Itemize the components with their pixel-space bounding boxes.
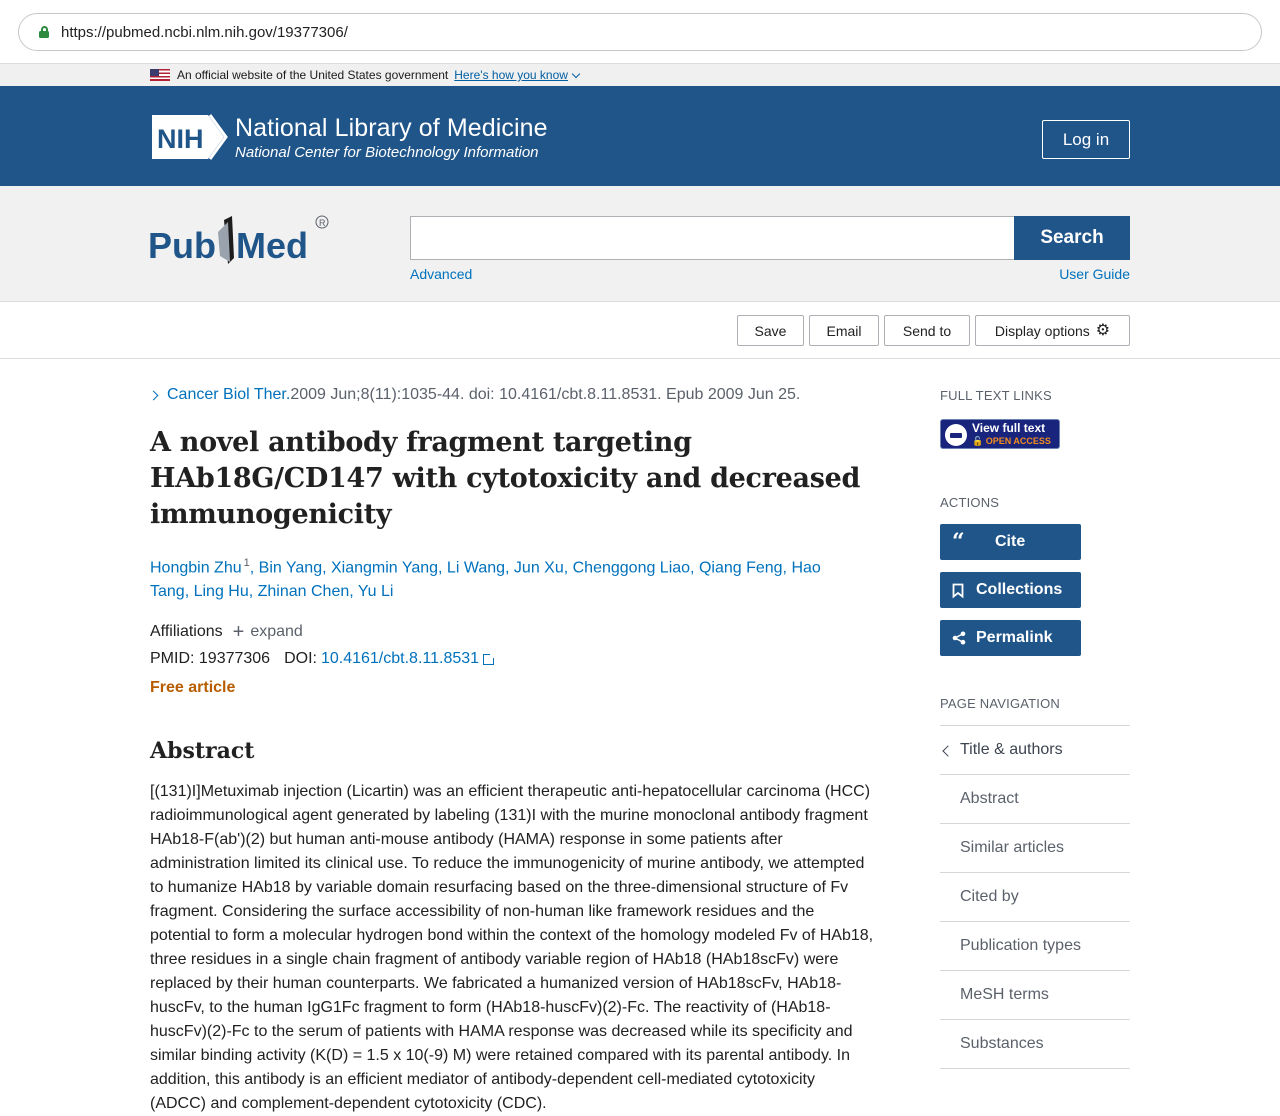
- bookmark-icon: [952, 583, 976, 598]
- address-bar[interactable]: [18, 13, 1262, 51]
- affiliation-superscript[interactable]: 1: [243, 557, 250, 569]
- url-text: https://pubmed.ncbi.nlm.nih.gov/19377306/: [61, 23, 348, 41]
- free-article-label: Free article: [150, 679, 236, 697]
- permalink-label: Permalink: [976, 629, 1053, 646]
- journal-name-link[interactable]: Cancer Biol Ther.: [167, 386, 291, 403]
- collections-label: Collections: [976, 581, 1063, 598]
- view-full-text-label: View full text: [972, 421, 1046, 435]
- login-button[interactable]: Log in: [1042, 120, 1130, 159]
- journal-citation: [150, 383, 880, 407]
- svg-text:R: R: [319, 218, 326, 228]
- nlm-title[interactable]: National Library of Medicine: [235, 114, 548, 142]
- page-navigation-heading: PAGE NAVIGATION: [940, 696, 1061, 711]
- nih-logo-text: NIH: [157, 124, 204, 154]
- quote-icon: “: [952, 529, 965, 555]
- affiliations-toggle[interactable]: [150, 620, 880, 644]
- display-options-label: Display options: [994, 322, 1090, 339]
- heres-how-you-know-link[interactable]: Here's how you know: [454, 68, 579, 82]
- display-options-button[interactable]: [975, 315, 1130, 346]
- publisher-logo-icon: [945, 424, 967, 446]
- pubmed-logo[interactable]: [148, 212, 338, 274]
- cite-label: Cite: [995, 533, 1026, 550]
- search-region: [0, 186, 1280, 302]
- author-links[interactable]: , Bin Yang, Xiangmin Yang, Li Wang, Jun Xu, Chenggong Liao, Qiang Feng, Hao Tang, Ling Hu, Zhinan Chen, Yu Li: [150, 559, 821, 601]
- article-main: [150, 383, 880, 1116]
- permalink-button[interactable]: [940, 620, 1081, 656]
- article-identifiers: [150, 646, 880, 672]
- save-button[interactable]: Save: [737, 315, 804, 346]
- article-sidebar: [940, 388, 1130, 1069]
- email-button[interactable]: Email: [809, 315, 879, 346]
- doi-link[interactable]: 10.4161/cbt.8.11.8531: [320, 650, 480, 668]
- send-to-button[interactable]: Send to: [884, 315, 970, 346]
- advanced-search-link[interactable]: Advanced: [410, 266, 473, 282]
- gov-banner: [0, 63, 1280, 86]
- affiliations-label: Affiliations: [150, 623, 223, 641]
- share-icon: [952, 631, 976, 645]
- open-access-label: 🔓 OPEN ACCESS: [972, 436, 1051, 446]
- chevron-down-icon: [572, 70, 580, 78]
- gear-icon: ⚙: [1095, 321, 1111, 339]
- author-list: [150, 551, 830, 604]
- plus-icon: +: [232, 621, 245, 644]
- page-navigation: [940, 725, 1130, 1069]
- search-input[interactable]: [410, 216, 1015, 260]
- chevron-left-icon: [942, 745, 953, 756]
- actions-heading: ACTIONS: [940, 495, 1000, 510]
- nav-item-publication-types[interactable]: Publication types: [940, 922, 1130, 971]
- abstract-heading: Abstract: [150, 738, 255, 765]
- citation-details: 2009 Jun;8(11):1035-44. doi: 10.4161/cbt.8.11.8531. Epub 2009 Jun 25.: [290, 386, 801, 403]
- user-guide-link[interactable]: User Guide: [1059, 266, 1130, 282]
- chevron-right-icon[interactable]: [149, 390, 159, 400]
- nav-item-substances[interactable]: Substances: [940, 1020, 1130, 1069]
- nav-item-cited-by[interactable]: Cited by: [940, 873, 1130, 922]
- abstract-text: [(131)I]Metuximab injection (Licartin) was an efficient therapeutic anti-hepatocellular carcinoma (HCC) radioimmunological agent generated by labeling (131)I with the murine monoclonal antibody fragment HAb18-F(ab')(2) but human anti-mouse antibody (HAMA) response in some patients after administration limited its clinical use. To reduce the immunogenicity of murine antibody, we attempted to humanize HAb18 by variable domain resurfacing based on the three-dimensional structure of Fv fragment. Considering the surface accessibility of non-human like framework residues and the potential to form a molecular hydrogen bond within the context of the homology modeled Fv of HAb18, three residues in a single chain fragment of antibody variable region of HAb18 (HAb18scFv) were replaced by their human counterparts. We fabricated a humanized version of HAb18scFv, HAb18-huscFv, to the human IgG1Fc fragment to form (HAb18-huscFv)(2)-Fc. The reactivity of (HAb18-huscFv)(2)-Fc to the serum of patients with HAMA response was decreased while its specificity and similar binding activity (K(D) = 1.5 x 10(-9) M) were retained compared with its parental antibody. In addition, this antibody is an efficient mediator of antibody-dependent cell-mediated cytotoxicity (ADCC) and complement-dependent cytotoxicity (CDC).: [150, 783, 874, 1113]
- collections-button[interactable]: [940, 572, 1081, 608]
- browser-chrome: [0, 0, 1280, 63]
- svg-text:Pub: Pub: [148, 225, 216, 266]
- nav-item-mesh-terms[interactable]: MeSH terms: [940, 971, 1130, 1020]
- nav-item-similar-articles[interactable]: Similar articles: [940, 824, 1130, 873]
- nlm-subtitle: National Center for Biotechnology Information: [235, 144, 539, 161]
- nlm-header: [0, 86, 1280, 186]
- external-link-icon: [483, 654, 494, 665]
- svg-text:Med: Med: [236, 225, 308, 266]
- author-link[interactable]: Hongbin Zhu: [150, 559, 242, 577]
- full-text-links-heading: FULL TEXT LINKS: [940, 388, 1052, 403]
- pmid: PMID: 19377306: [150, 650, 271, 668]
- article-toolbar: [0, 302, 1280, 359]
- us-flag-icon: [150, 69, 170, 81]
- article-title: A novel antibody fragment targeting HAb18G/CD147 with cytotoxicity and decreased immunogenicity: [150, 427, 861, 530]
- view-full-text-button[interactable]: [940, 419, 1060, 449]
- doi-label: DOI:: [284, 650, 317, 668]
- expand-label: expand: [250, 623, 303, 641]
- lock-icon: [39, 26, 49, 38]
- nav-item-title-authors[interactable]: Title & authors: [940, 726, 1130, 775]
- cite-button[interactable]: [940, 524, 1081, 560]
- gov-banner-text: An official website of the United States government: [177, 68, 449, 82]
- nav-item-abstract[interactable]: Abstract: [940, 775, 1130, 824]
- nih-logo[interactable]: [150, 113, 228, 161]
- search-button[interactable]: Search: [1014, 216, 1130, 260]
